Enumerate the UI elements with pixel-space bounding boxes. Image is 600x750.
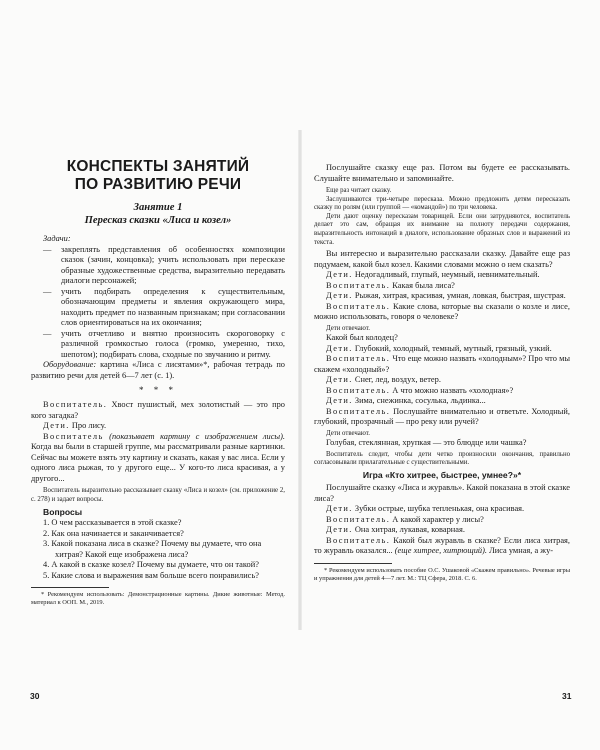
teacher-note: Дети отвечают. [326, 324, 370, 332]
dialogue-line: Воспитатель. Послушайте внимательно и ответьте. Холодный, глубокий, прозрачный — про реку или ручей? [314, 406, 570, 427]
game-title: Игра «Кто хитрее, быстрее, умнее?»* [362, 470, 522, 481]
right-text-column [314, 163, 570, 583]
dialogue-line: Воспитатель. Какая была лиса? [326, 280, 455, 290]
question-item: 1. О чем рассказывается в этой сказке? [43, 518, 182, 528]
lesson-number: Занятие 1 [133, 202, 183, 213]
teacher-note: Воспитатель следит, чтобы дети четко произносили окончания, правильно согласовывали прилагательные с существительными. [314, 450, 570, 467]
footnote-rule [31, 587, 109, 588]
page-number: 30 [30, 691, 40, 701]
right-page [300, 0, 600, 750]
paragraph: Голубая, стеклянная, хрупкая — это блюдце или чашка? [326, 438, 527, 448]
dialogue-line: Воспитатель. Какие слова, которые вы сказали о козле и лисе, можно использовать, говоря о человеке? [314, 301, 570, 322]
dialogue-line: Воспитатель. А какой характер у лисы? [326, 514, 484, 524]
dialogue-line: Дети. Снег, лед, воздух, ветер. [326, 375, 441, 385]
paragraph: Какой был колодец? [326, 333, 398, 343]
goal-item: — учить отчетливо и внятно произносить скороговорку с различной громкостью голоса (громко, умеренно, тихо, шепотом); подбирать слова, сходные по звучанию и ритму. [43, 328, 285, 359]
dialogue-line: Дети. Недогадливый, глупый, неумный, невнимательный. [326, 270, 540, 280]
intro-paragraph: Послушайте сказку еще раз. Потом вы будете ее рассказывать. Слушайте внимательно и запоминайте. [314, 163, 570, 183]
page-number: 31 [562, 691, 572, 701]
section-title: КОНСПЕКТЫ ЗАНЯТИЙ ПО РАЗВИТИЮ РЕЧИ [66, 158, 250, 193]
footnote: * Рекомендуем использовать пособие О.С. Ушаковой «Скажем правильно». Речевые игры и упражнения для детей 4—7 лет. М.: ТЦ Сфера, 2018. С. 6. [314, 566, 570, 582]
paragraph: Вы интересно и выразительно рассказали сказку. Давайте еще раз подумаем, какой был козел. Какими словами можно о нем сказать? [314, 249, 570, 269]
dialogue-line: Воспитатель (показывает картину с изображением лисы). Когда вы были в старшей группе, мы рассматривали разные картинки. Сейчас вы можете взять эту картину и сказать, какая у вас лиса. Если у одного лиса рыжая, то у другого еще... У кого-то лиса красивая, а у другого... [31, 431, 285, 483]
dialogue-line: Дети. Она хитрая, лукавая, коварная. [326, 525, 465, 535]
question-item: 4. А какой в сказке козел? Почему вы думаете, что он такой? [43, 560, 259, 570]
left-text-column [31, 158, 285, 607]
tasks-label: Задачи: [43, 234, 71, 243]
dialogue-line: Воспитатель. А что можно назвать «холодная»? [326, 385, 514, 395]
footnote: * Рекомендуем использовать: Демонстрационные картины. Дикие животные: Метод. материал к ООП. М., 2019. [31, 591, 285, 607]
dialogue-line: Воспитатель. Хвост пушистый, мех золотистый — это про кого загадка? [31, 400, 285, 420]
teacher-note: Дети отвечают. [326, 429, 370, 437]
question-item: 3. Какой показана лиса в сказке? Почему вы думаете, что она хитрая? Какой еще изображена лиса? [43, 539, 262, 559]
footnote-rule [314, 563, 392, 564]
dialogue-line: Дети. Зима, снежинка, сосулька, льдинка... [326, 396, 486, 406]
equipment-paragraph: Оборудование: картина «Лиса с лисятами»*, рабочая тетрадь по развитию речи для детей 6—7 лет (с. 1). [31, 360, 285, 380]
questions-heading: Вопросы [43, 507, 83, 518]
dialogue-line: Воспитатель. Что еще можно назвать «холодным»? Про что мы скажем «холодный»? [314, 354, 570, 374]
goals-list [31, 245, 285, 361]
lesson-title: Пересказ сказки «Лиса и козел» [84, 215, 232, 226]
teacher-note: Заслушиваются три-четыре пересказа. Можно предложить детям пересказать сказку по ролям (или группой — «командой») по три человека. [314, 195, 570, 212]
section-divider: * * * [139, 385, 177, 395]
dialogue-line: Воспитатель. Какой был журавль в сказке? Если лиса хитрая, то журавль оказался... (еще хитрее, хитрющий). Лиса умная, а жу- [314, 535, 570, 556]
goal-item: — учить подбирать определения к существительным, обозначающим предметы и явления окружающего мира, находить предмет по названным признакам; при согласовании слов ориентироваться на их окончания; [43, 286, 285, 327]
goal-item: — закреплять представления об особенностях композиции сказок (зачин, концовка); учить использовать при пересказе образные художественные средства, выразительно передавать диалоги персонажей; [43, 244, 285, 285]
dialogue-line: Дети. Зубки острые, шубка тепленькая, она красивая. [326, 504, 525, 514]
dialogue-line: Дети. Про лису. [43, 421, 107, 430]
dialogue-line: Дети. Рыжая, хитрая, красивая, умная, ловкая, быстрая, шустрая. [326, 291, 566, 301]
question-item: 2. Как она начинается и заканчивается? [43, 528, 184, 538]
paragraph: Послушайте сказку «Лиса и журавль». Какой показана в этой сказке лиса? [314, 483, 570, 503]
dialogue-line: Дети. Глубокий, холодный, темный, мутный, грязный, узкий. [326, 343, 552, 353]
teacher-note: Дети дают оценку пересказам товарищей. Если они затрудняются, воспитатель делает это сам, обращая их внимание на полноту передачи содержания, выразительность интонаций в диалоге, использование образных слов и выражений из текста. [314, 212, 570, 246]
questions-list [31, 518, 285, 581]
reading-note: Воспитатель выразительно рассказывает сказку «Лиса и козел» (см. приложение 2, с. 278) и задает вопросы. [31, 487, 285, 503]
teacher-note: Еще раз читает сказку. [326, 187, 392, 194]
question-item: 5. Какие слова и выражения вам больше всего понравились? [43, 570, 259, 580]
